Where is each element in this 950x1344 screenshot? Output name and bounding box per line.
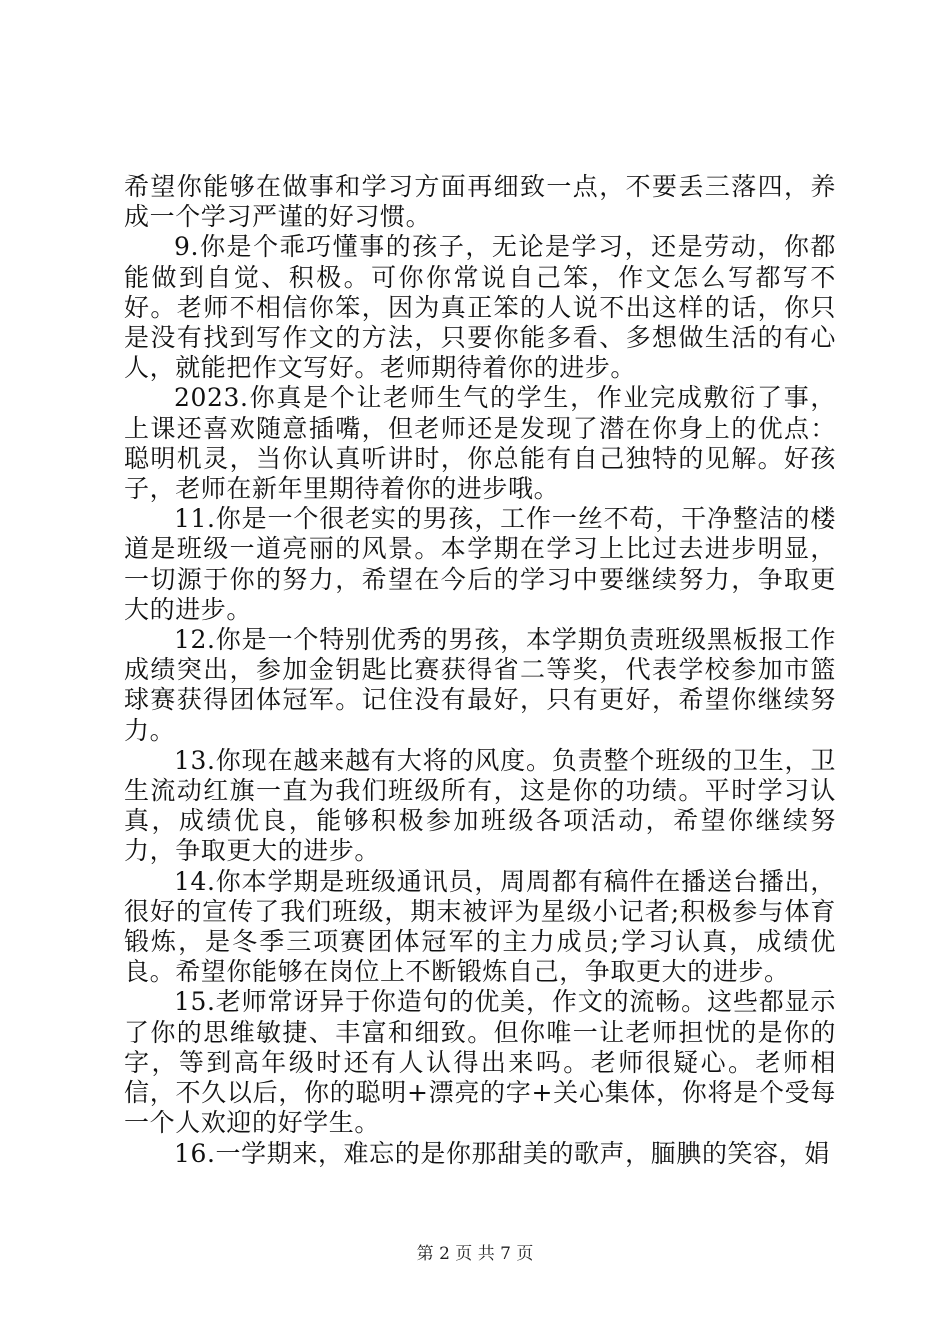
document-body <box>124 172 836 1169</box>
page-number-footer: 第 2 页 共 7 页 <box>416 1244 534 1264</box>
paragraph-comment-14: 14.你本学期是班级通讯员，周周都有稿件在播送台播出，很好的宣传了我们班级，期末被评为星级小记者;积极参与体育锻炼，是冬季三项赛团体冠军的主力成员;学习认真，成绩优良。希望你能够在岗位上不断锻炼自己，争取更大的进步。 <box>124 866 836 987</box>
paragraph-comment-16: 16.一学期来，难忘的是你那甜美的歌声，腼腆的笑容，娟 <box>174 1138 830 1168</box>
paragraph-comment-2023: 2023.你真是个让老师生气的学生，作业完成敷衍了事，上课还喜欢随意插嘴，但老师还是发现了潜在你身上的优点：聪明机灵，当你认真听讲时，你总能有自己独特的见解。好孩子，老师在新年里期待着你的进步哦。 <box>124 383 836 504</box>
paragraph-comment-13: 13.你现在越来越有大将的风度。负责整个班级的卫生，卫生流动红旗一直为我们班级所有，这是你的功绩。平时学习认真，成绩优良，能够积极参加班级各项活动，希望你继续努力，争取更大的进步。 <box>124 745 836 866</box>
paragraph-comment-12: 12.你是一个特别优秀的男孩，本学期负责班级黑板报工作成绩突出，参加金钥匙比赛获得省二等奖，代表学校参加市篮球赛获得团体冠军。记住没有最好，只有更好，希望你继续努力。 <box>124 625 836 745</box>
paragraph-comment-9: 9.你是个乖巧懂事的孩子，无论是学习，还是劳动，你都能做到自觉、积极。可你你常说自己笨，作文怎么写都写不好。老师不相信你笨，因为真正笨的人说不出这样的话，你只是没有找到写作文的方法，只要你能多看、多想做生活的有心人，就能把作文写好。老师期待着你的进步。 <box>124 232 836 383</box>
paragraph-comment-15: 15.老师常讶异于你造句的优美，作文的流畅。这些都显示了你的思维敏捷、丰富和细致。但你唯一让老师担忧的是你的字，等到高年级时还有人认得出来吗。老师很疑心。老师相信，不久以后，你的聪明+漂亮的字+关心集体，你将是个受每一个人欢迎的好学生。 <box>124 987 836 1138</box>
paragraph-comment-11: 11.你是一个很老实的男孩，工作一丝不苟，干净整洁的楼道是班级一道亮丽的风景。本学期在学习上比过去进步明显，一切源于你的努力，希望在今后的学习中要继续努力，争取更大的进步。 <box>124 504 836 624</box>
paragraph-continuation: 希望你能够在做事和学习方面再细致一点，不要丢三落四，养成一个学习严谨的好习惯。 <box>124 172 836 232</box>
